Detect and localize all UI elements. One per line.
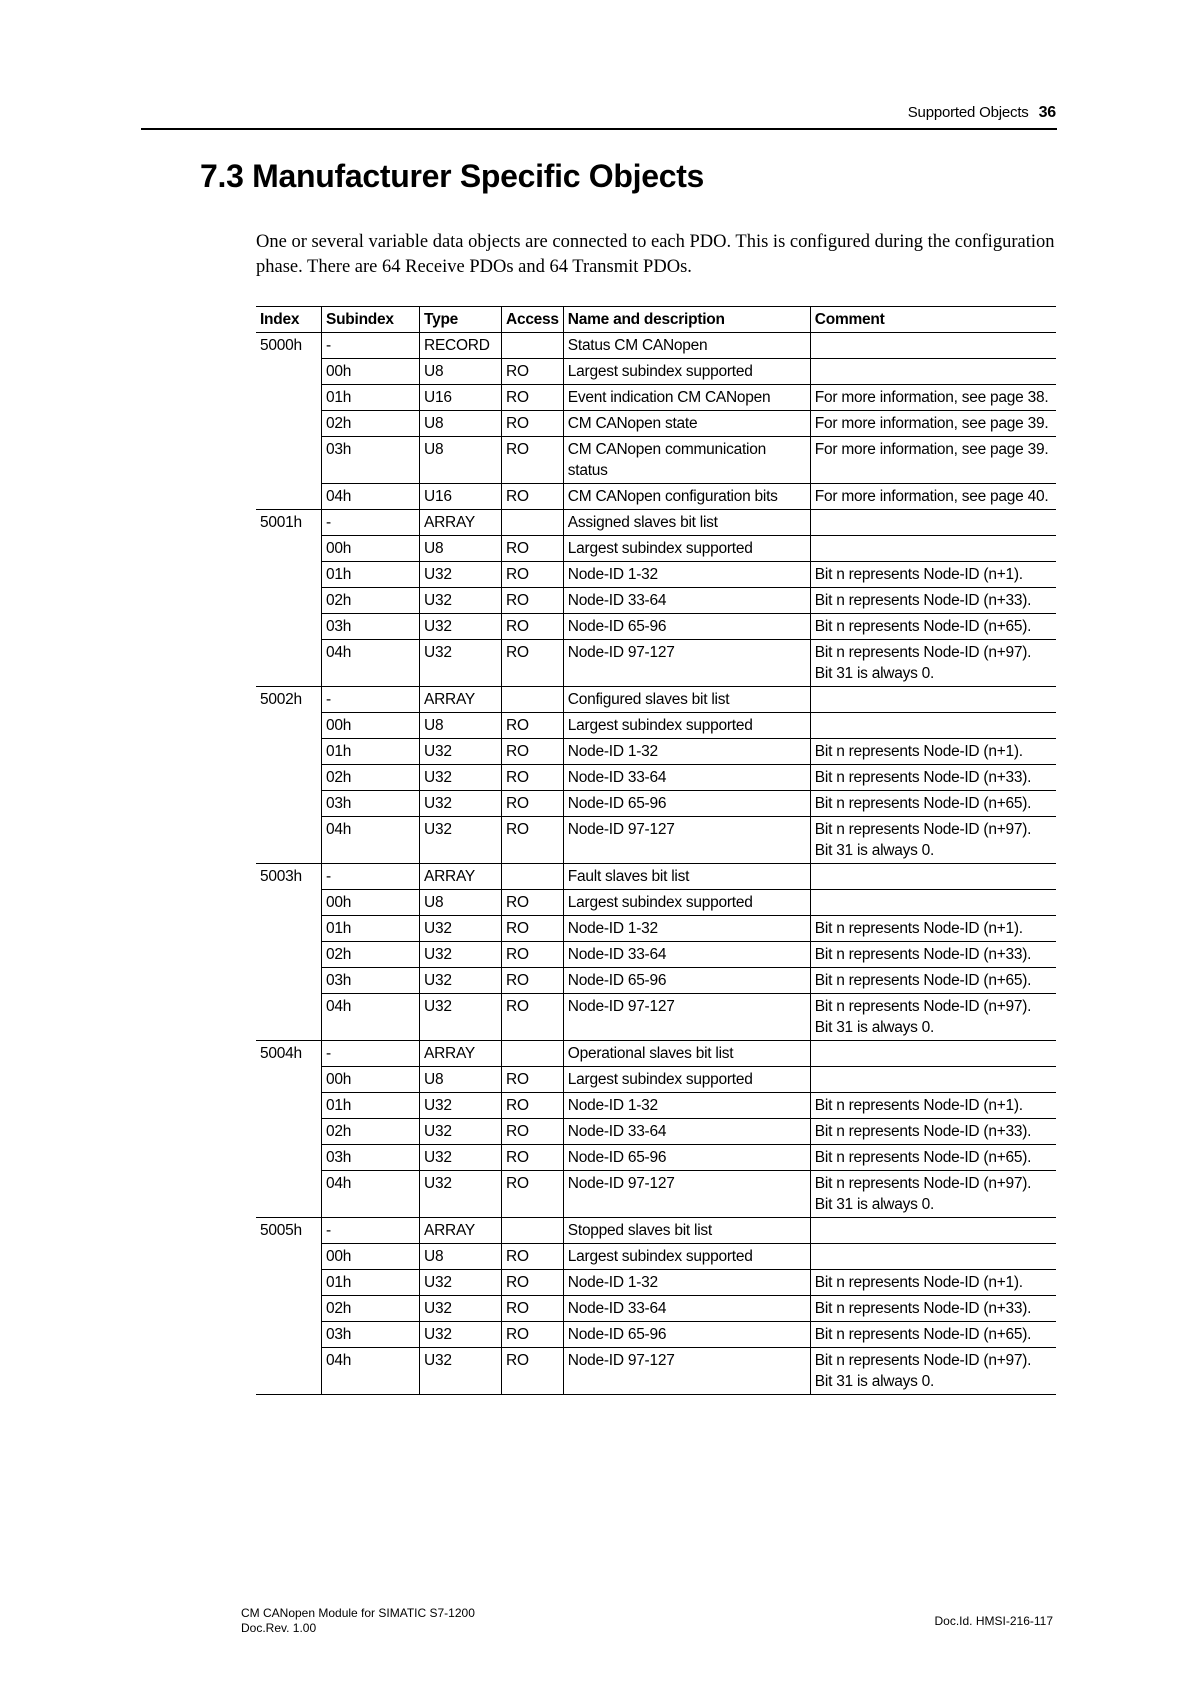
subindex-cell: 00h — [322, 1244, 420, 1270]
name-cell: CM CANopen state — [563, 411, 810, 437]
comment-cell — [810, 687, 1056, 713]
name-cell: Largest subindex supported — [563, 713, 810, 739]
page-title: 7.3 Manufacturer Specific Objects — [200, 158, 705, 194]
name-cell: Node-ID 33-64 — [563, 765, 810, 791]
subindex-cell: - — [322, 510, 420, 536]
subindex-cell: - — [322, 1218, 420, 1244]
comment-cell: For more information, see page 39. — [810, 411, 1056, 437]
subindex-cell: 04h — [322, 640, 420, 687]
name-cell: Configured slaves bit list — [563, 687, 810, 713]
table-row — [256, 437, 1056, 484]
comment-cell: Bit n represents Node-ID (n+33). — [810, 1119, 1056, 1145]
type-cell: U32 — [420, 640, 502, 687]
table-row — [256, 359, 1056, 385]
type-cell: ARRAY — [420, 687, 502, 713]
subindex-cell: 02h — [322, 588, 420, 614]
access-cell: RO — [502, 562, 564, 588]
access-cell: RO — [502, 765, 564, 791]
access-cell: RO — [502, 713, 564, 739]
access-cell: RO — [502, 411, 564, 437]
access-cell: RO — [502, 994, 564, 1041]
table-row — [256, 1296, 1056, 1322]
comment-cell: For more information, see page 39. — [810, 437, 1056, 484]
subindex-cell: 04h — [322, 817, 420, 864]
name-cell: Stopped slaves bit list — [563, 1218, 810, 1244]
name-cell: Node-ID 97-127 — [563, 1348, 810, 1395]
subindex-cell: 03h — [322, 1322, 420, 1348]
running-header — [908, 104, 1056, 122]
name-cell: Node-ID 65-96 — [563, 968, 810, 994]
subindex-cell: 04h — [322, 1171, 420, 1218]
type-cell: U32 — [420, 1296, 502, 1322]
table-row — [256, 1119, 1056, 1145]
name-cell: Assigned slaves bit list — [563, 510, 810, 536]
comment-cell: Bit n represents Node-ID (n+1). — [810, 1270, 1056, 1296]
access-cell: RO — [502, 1322, 564, 1348]
comment-cell: Bit n represents Node-ID (n+33). — [810, 1296, 1056, 1322]
comment-cell — [810, 536, 1056, 562]
table-row — [256, 1322, 1056, 1348]
name-cell: Node-ID 33-64 — [563, 942, 810, 968]
type-cell: U16 — [420, 484, 502, 510]
table-row — [256, 510, 1056, 536]
col-header-index: Index — [256, 307, 322, 333]
name-cell: Node-ID 97-127 — [563, 994, 810, 1041]
subindex-cell: 02h — [322, 942, 420, 968]
subindex-cell: 03h — [322, 1145, 420, 1171]
type-cell: ARRAY — [420, 510, 502, 536]
col-header-type: Type — [420, 307, 502, 333]
table-row — [256, 817, 1056, 864]
type-cell: U32 — [420, 765, 502, 791]
comment-cell: Bit n represents Node-ID (n+97). Bit 31 is always 0. — [810, 817, 1056, 864]
comment-cell: Bit n represents Node-ID (n+65). — [810, 1322, 1056, 1348]
subindex-cell: 03h — [322, 437, 420, 484]
access-cell: RO — [502, 536, 564, 562]
name-cell: Node-ID 33-64 — [563, 588, 810, 614]
type-cell: U32 — [420, 614, 502, 640]
intro-paragraph: One or several variable data objects are connected to each PDO. This is configured during the configuration phase. There are 64 Receive PDOs and 64 Transmit PDOs. — [256, 232, 1055, 277]
name-cell: Largest subindex supported — [563, 890, 810, 916]
table-row — [256, 588, 1056, 614]
comment-cell: Bit n represents Node-ID (n+33). — [810, 765, 1056, 791]
type-cell: U32 — [420, 791, 502, 817]
subindex-cell: 02h — [322, 765, 420, 791]
subindex-cell: 00h — [322, 1067, 420, 1093]
type-cell: U32 — [420, 588, 502, 614]
subindex-cell: - — [322, 864, 420, 890]
name-cell: Largest subindex supported — [563, 359, 810, 385]
type-cell: U32 — [420, 739, 502, 765]
name-cell: Node-ID 33-64 — [563, 1296, 810, 1322]
index-cell: 5000h — [256, 333, 322, 510]
access-cell: RO — [502, 614, 564, 640]
table-row — [256, 890, 1056, 916]
table-row — [256, 1041, 1056, 1067]
type-cell: U8 — [420, 713, 502, 739]
access-cell: RO — [502, 359, 564, 385]
type-cell: U8 — [420, 890, 502, 916]
type-cell: U32 — [420, 916, 502, 942]
comment-cell — [810, 333, 1056, 359]
table-row — [256, 765, 1056, 791]
table-row — [256, 942, 1056, 968]
access-cell: RO — [502, 890, 564, 916]
subindex-cell: - — [322, 1041, 420, 1067]
table-row — [256, 864, 1056, 890]
objects-table — [256, 306, 1056, 1395]
table-row — [256, 1218, 1056, 1244]
type-cell: U32 — [420, 1093, 502, 1119]
type-cell: U32 — [420, 994, 502, 1041]
subindex-cell: 00h — [322, 890, 420, 916]
type-cell: U32 — [420, 562, 502, 588]
subindex-cell: 03h — [322, 791, 420, 817]
table-row — [256, 536, 1056, 562]
name-cell: CM CANopen configuration bits — [563, 484, 810, 510]
index-cell: 5003h — [256, 864, 322, 1041]
access-cell: RO — [502, 1145, 564, 1171]
subindex-cell: 01h — [322, 1270, 420, 1296]
comment-cell — [810, 359, 1056, 385]
type-cell: U32 — [420, 1322, 502, 1348]
access-cell — [502, 1041, 564, 1067]
table-row — [256, 640, 1056, 687]
table-row — [256, 562, 1056, 588]
subindex-cell: 01h — [322, 1093, 420, 1119]
table-header-row — [256, 307, 1056, 333]
comment-cell: Bit n represents Node-ID (n+97). Bit 31 is always 0. — [810, 1171, 1056, 1218]
access-cell: RO — [502, 484, 564, 510]
table-row — [256, 1067, 1056, 1093]
subindex-cell: 04h — [322, 1348, 420, 1395]
type-cell: RECORD — [420, 333, 502, 359]
name-cell: Node-ID 97-127 — [563, 640, 810, 687]
subindex-cell: 01h — [322, 562, 420, 588]
type-cell: ARRAY — [420, 1041, 502, 1067]
subindex-cell: 01h — [322, 916, 420, 942]
type-cell: U32 — [420, 1119, 502, 1145]
comment-cell: Bit n represents Node-ID (n+1). — [810, 1093, 1056, 1119]
comment-cell — [810, 864, 1056, 890]
access-cell: RO — [502, 916, 564, 942]
access-cell — [502, 510, 564, 536]
name-cell: CM CANopen communication status — [563, 437, 810, 484]
type-cell: U32 — [420, 1348, 502, 1395]
table-row — [256, 739, 1056, 765]
name-cell: Node-ID 33-64 — [563, 1119, 810, 1145]
comment-cell: Bit n represents Node-ID (n+97). Bit 31 is always 0. — [810, 1348, 1056, 1395]
subindex-cell: - — [322, 687, 420, 713]
type-cell: ARRAY — [420, 864, 502, 890]
name-cell: Operational slaves bit list — [563, 1041, 810, 1067]
comment-cell: Bit n represents Node-ID (n+65). — [810, 791, 1056, 817]
subindex-cell: 03h — [322, 614, 420, 640]
type-cell: U8 — [420, 359, 502, 385]
type-cell: U8 — [420, 536, 502, 562]
table-body — [256, 333, 1056, 1395]
page-number: 36 — [1038, 104, 1056, 121]
access-cell: RO — [502, 1244, 564, 1270]
subindex-cell: 02h — [322, 1119, 420, 1145]
name-cell: Node-ID 1-32 — [563, 739, 810, 765]
access-cell: RO — [502, 1270, 564, 1296]
index-cell: 5004h — [256, 1041, 322, 1218]
subindex-cell: 00h — [322, 536, 420, 562]
name-cell: Fault slaves bit list — [563, 864, 810, 890]
name-cell: Largest subindex supported — [563, 1067, 810, 1093]
access-cell: RO — [502, 1067, 564, 1093]
access-cell: RO — [502, 817, 564, 864]
table-row — [256, 1171, 1056, 1218]
table-row — [256, 614, 1056, 640]
access-cell — [502, 864, 564, 890]
table-row — [256, 411, 1056, 437]
type-cell: U32 — [420, 817, 502, 864]
table-row — [256, 916, 1056, 942]
name-cell: Node-ID 1-32 — [563, 1093, 810, 1119]
access-cell: RO — [502, 1296, 564, 1322]
index-cell: 5001h — [256, 510, 322, 687]
subindex-cell: 01h — [322, 385, 420, 411]
col-header-comment: Comment — [810, 307, 1056, 333]
comment-cell — [810, 510, 1056, 536]
name-cell: Node-ID 65-96 — [563, 1322, 810, 1348]
type-cell: U32 — [420, 968, 502, 994]
name-cell: Node-ID 65-96 — [563, 791, 810, 817]
access-cell: RO — [502, 437, 564, 484]
comment-cell — [810, 1244, 1056, 1270]
type-cell: U32 — [420, 1145, 502, 1171]
subindex-cell: - — [322, 333, 420, 359]
access-cell: RO — [502, 791, 564, 817]
type-cell: U8 — [420, 411, 502, 437]
name-cell: Largest subindex supported — [563, 536, 810, 562]
table-row — [256, 1145, 1056, 1171]
footer-left — [241, 1606, 475, 1636]
comment-cell — [810, 713, 1056, 739]
comment-cell — [810, 1041, 1056, 1067]
table-row — [256, 968, 1056, 994]
access-cell — [502, 1218, 564, 1244]
subindex-cell: 01h — [322, 739, 420, 765]
footer-doc-id: Doc.Id. HMSI-216-117 — [934, 1614, 1053, 1628]
comment-cell: Bit n represents Node-ID (n+1). — [810, 916, 1056, 942]
type-cell: U32 — [420, 942, 502, 968]
table-row — [256, 791, 1056, 817]
type-cell: U8 — [420, 437, 502, 484]
subindex-cell: 00h — [322, 713, 420, 739]
table-row — [256, 1270, 1056, 1296]
table-row — [256, 713, 1056, 739]
access-cell: RO — [502, 968, 564, 994]
subindex-cell: 04h — [322, 994, 420, 1041]
table-row — [256, 1348, 1056, 1395]
table-row — [256, 484, 1056, 510]
access-cell: RO — [502, 385, 564, 411]
table-row — [256, 1093, 1056, 1119]
type-cell: U8 — [420, 1244, 502, 1270]
type-cell: U8 — [420, 1067, 502, 1093]
access-cell: RO — [502, 640, 564, 687]
access-cell: RO — [502, 1119, 564, 1145]
name-cell: Node-ID 65-96 — [563, 614, 810, 640]
access-cell: RO — [502, 1093, 564, 1119]
comment-cell: Bit n represents Node-ID (n+33). — [810, 588, 1056, 614]
name-cell: Node-ID 65-96 — [563, 1145, 810, 1171]
table-row — [256, 994, 1056, 1041]
access-cell: RO — [502, 1171, 564, 1218]
access-cell: RO — [502, 588, 564, 614]
comment-cell: Bit n represents Node-ID (n+65). — [810, 614, 1056, 640]
index-cell: 5002h — [256, 687, 322, 864]
subindex-cell: 04h — [322, 484, 420, 510]
type-cell: ARRAY — [420, 1218, 502, 1244]
header-section-title: Supported Objects — [907, 104, 1029, 121]
access-cell: RO — [502, 942, 564, 968]
col-header-name: Name and description — [563, 307, 810, 333]
name-cell: Node-ID 1-32 — [563, 1270, 810, 1296]
type-cell: U16 — [420, 385, 502, 411]
access-cell: RO — [502, 739, 564, 765]
name-cell: Event indication CM CANopen — [563, 385, 810, 411]
name-cell: Node-ID 1-32 — [563, 562, 810, 588]
comment-cell: Bit n represents Node-ID (n+1). — [810, 739, 1056, 765]
comment-cell — [810, 1218, 1056, 1244]
access-cell — [502, 687, 564, 713]
table-row — [256, 385, 1056, 411]
table-row — [256, 1244, 1056, 1270]
index-cell: 5005h — [256, 1218, 322, 1395]
comment-cell: Bit n represents Node-ID (n+97). Bit 31 is always 0. — [810, 994, 1056, 1041]
name-cell: Node-ID 97-127 — [563, 817, 810, 864]
name-cell: Largest subindex supported — [563, 1244, 810, 1270]
col-header-subindex: Subindex — [322, 307, 420, 333]
comment-cell: Bit n represents Node-ID (n+1). — [810, 562, 1056, 588]
access-cell — [502, 333, 564, 359]
type-cell: U32 — [420, 1171, 502, 1218]
table-row — [256, 333, 1056, 359]
footer-product: CM CANopen Module for SIMATIC S7-1200 — [241, 1606, 475, 1620]
subindex-cell: 02h — [322, 1296, 420, 1322]
comment-cell: For more information, see page 38. — [810, 385, 1056, 411]
comment-cell: For more information, see page 40. — [810, 484, 1056, 510]
name-cell: Node-ID 1-32 — [563, 916, 810, 942]
access-cell: RO — [502, 1348, 564, 1395]
comment-cell: Bit n represents Node-ID (n+33). — [810, 942, 1056, 968]
comment-cell: Bit n represents Node-ID (n+65). — [810, 968, 1056, 994]
subindex-cell: 00h — [322, 359, 420, 385]
comment-cell — [810, 1067, 1056, 1093]
subindex-cell: 03h — [322, 968, 420, 994]
table-row — [256, 687, 1056, 713]
comment-cell — [810, 890, 1056, 916]
col-header-access: Access — [502, 307, 564, 333]
comment-cell: Bit n represents Node-ID (n+97). Bit 31 is always 0. — [810, 640, 1056, 687]
comment-cell: Bit n represents Node-ID (n+65). — [810, 1145, 1056, 1171]
subindex-cell: 02h — [322, 411, 420, 437]
header-rule — [141, 128, 1057, 130]
type-cell: U32 — [420, 1270, 502, 1296]
name-cell: Status CM CANopen — [563, 333, 810, 359]
footer-doc-rev: Doc.Rev. 1.00 — [241, 1621, 317, 1635]
name-cell: Node-ID 97-127 — [563, 1171, 810, 1218]
